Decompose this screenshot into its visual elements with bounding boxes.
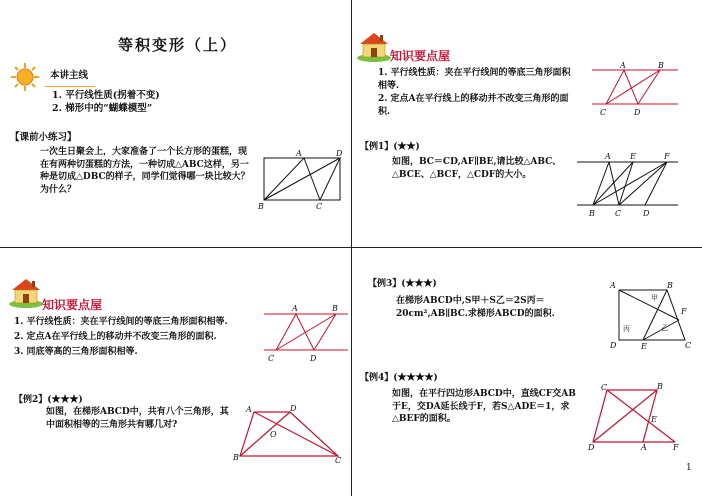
label-c: C bbox=[268, 354, 275, 363]
example1-label: 【例1】(★★) bbox=[360, 142, 420, 152]
example2-text: 如图，在梯形ABCD中，共有八个三角形，其中面积相等的三角形共有哪几对? bbox=[46, 407, 229, 430]
label-e: E bbox=[630, 152, 636, 161]
parallel-triangle-figure bbox=[590, 60, 680, 120]
label-a: A bbox=[292, 304, 298, 313]
label-b: B bbox=[258, 202, 264, 210]
label-f: F bbox=[673, 443, 679, 452]
page-number: 1 bbox=[686, 463, 692, 473]
knowledge-point-2: 2. 定点A在平行线上的移动并不改变三角形的面积. bbox=[378, 94, 569, 117]
label-d: D bbox=[588, 443, 595, 452]
exercise-label: 【课前小练习】 bbox=[10, 132, 77, 143]
horizontal-divider bbox=[0, 247, 702, 248]
label-a: A bbox=[610, 281, 616, 290]
label-e: E bbox=[651, 415, 657, 424]
outline-item-1: 1. 平行线性质(拐着不变) bbox=[52, 90, 160, 101]
sun-icon bbox=[10, 62, 40, 92]
label-a: A bbox=[246, 405, 252, 414]
label-a: A bbox=[605, 152, 611, 161]
label-c: C bbox=[615, 209, 622, 218]
outline-label: 本讲主线 bbox=[50, 70, 89, 81]
label-f: F bbox=[681, 307, 687, 316]
outline-underline bbox=[45, 86, 95, 87]
outline-item-2: 2. 梯形中的“蝴蝶模型” bbox=[52, 103, 153, 114]
vertical-divider bbox=[351, 0, 352, 496]
label-yi: 乙 bbox=[661, 324, 668, 332]
knowledge-point-2: 2. 定点A在平行线上的移动并不改变三角形的面积. bbox=[14, 332, 217, 342]
label-b: B bbox=[667, 281, 673, 290]
knowledge-point-1: 1. 平行线性质：夹在平行线间的等底三角形面积相等. bbox=[378, 68, 571, 91]
label-d: D bbox=[290, 404, 297, 413]
label-a: A bbox=[641, 443, 647, 452]
knowledge-point-3: 3. 同底等高的三角形面积相等. bbox=[14, 347, 138, 357]
example3-figure bbox=[605, 278, 697, 350]
label-c: C bbox=[335, 456, 342, 465]
example2-label: 【例2】(★★★) bbox=[14, 395, 83, 405]
label-c: C bbox=[316, 202, 323, 210]
label-a: A bbox=[296, 150, 302, 158]
label-b: B bbox=[658, 61, 664, 70]
house-icon bbox=[8, 276, 44, 308]
label-c: C bbox=[600, 108, 607, 117]
example3-label: 【例3】(★★★) bbox=[368, 279, 437, 289]
label-b: B bbox=[657, 382, 663, 391]
label-d: D bbox=[610, 341, 617, 350]
knowledge-point-1: 1. 平行线性质：夹在平行线间的等底三角形面积相等. bbox=[14, 317, 228, 327]
parallel-triangle-figure bbox=[262, 300, 350, 364]
exercise-text: 一次生日聚会上，大家准备了一个长方形的蛋糕，现在有两种切蛋糕的方法，一种切成△ABC这样，另一种是切成△DBC的样子，同学们觉得哪一块比较大？为什么？ bbox=[40, 147, 250, 195]
label-a: A bbox=[620, 61, 626, 70]
label-b: B bbox=[332, 304, 338, 313]
example4-text: 如图，在平行四边形ABCD中，直线CF交AB于E，交DA延长线于F，若S△ADE＝1，求△BEF的面积。 bbox=[392, 389, 576, 424]
knowledge-header: 知识要点屋 bbox=[42, 298, 103, 312]
example1-figure bbox=[575, 150, 680, 220]
example4-label: 【例4】(★★★★) bbox=[360, 373, 438, 383]
label-o: O bbox=[270, 430, 277, 439]
example3-text: 在梯形ABCD中,S甲＋S乙＝2S丙＝20cm²,AB∥BC.求梯形ABCD的面积. bbox=[396, 296, 555, 319]
label-bing: 丙 bbox=[623, 325, 630, 333]
parallelogram-figure bbox=[585, 380, 685, 452]
lecture-title: 等积变形（上） bbox=[118, 36, 238, 54]
cake-rectangle-figure bbox=[258, 150, 348, 210]
label-b: B bbox=[589, 209, 595, 218]
example1-text: 如图，BC＝CD,AF∥BE,请比较△ABC、△BCE、△BCF，△CDF的大小。 bbox=[392, 157, 562, 180]
label-d: D bbox=[643, 209, 650, 218]
label-d: D bbox=[634, 108, 641, 117]
label-f: F bbox=[664, 152, 670, 161]
trapezoid-figure bbox=[232, 400, 344, 466]
label-e: E bbox=[641, 342, 647, 350]
label-d: D bbox=[310, 354, 317, 363]
label-jia: 甲 bbox=[651, 294, 658, 302]
label-c: C bbox=[601, 383, 608, 392]
label-d: D bbox=[336, 150, 343, 158]
house-icon bbox=[356, 30, 392, 62]
label-c: C bbox=[685, 341, 692, 350]
label-b: B bbox=[233, 453, 239, 462]
knowledge-header: 知识要点屋 bbox=[390, 49, 451, 63]
